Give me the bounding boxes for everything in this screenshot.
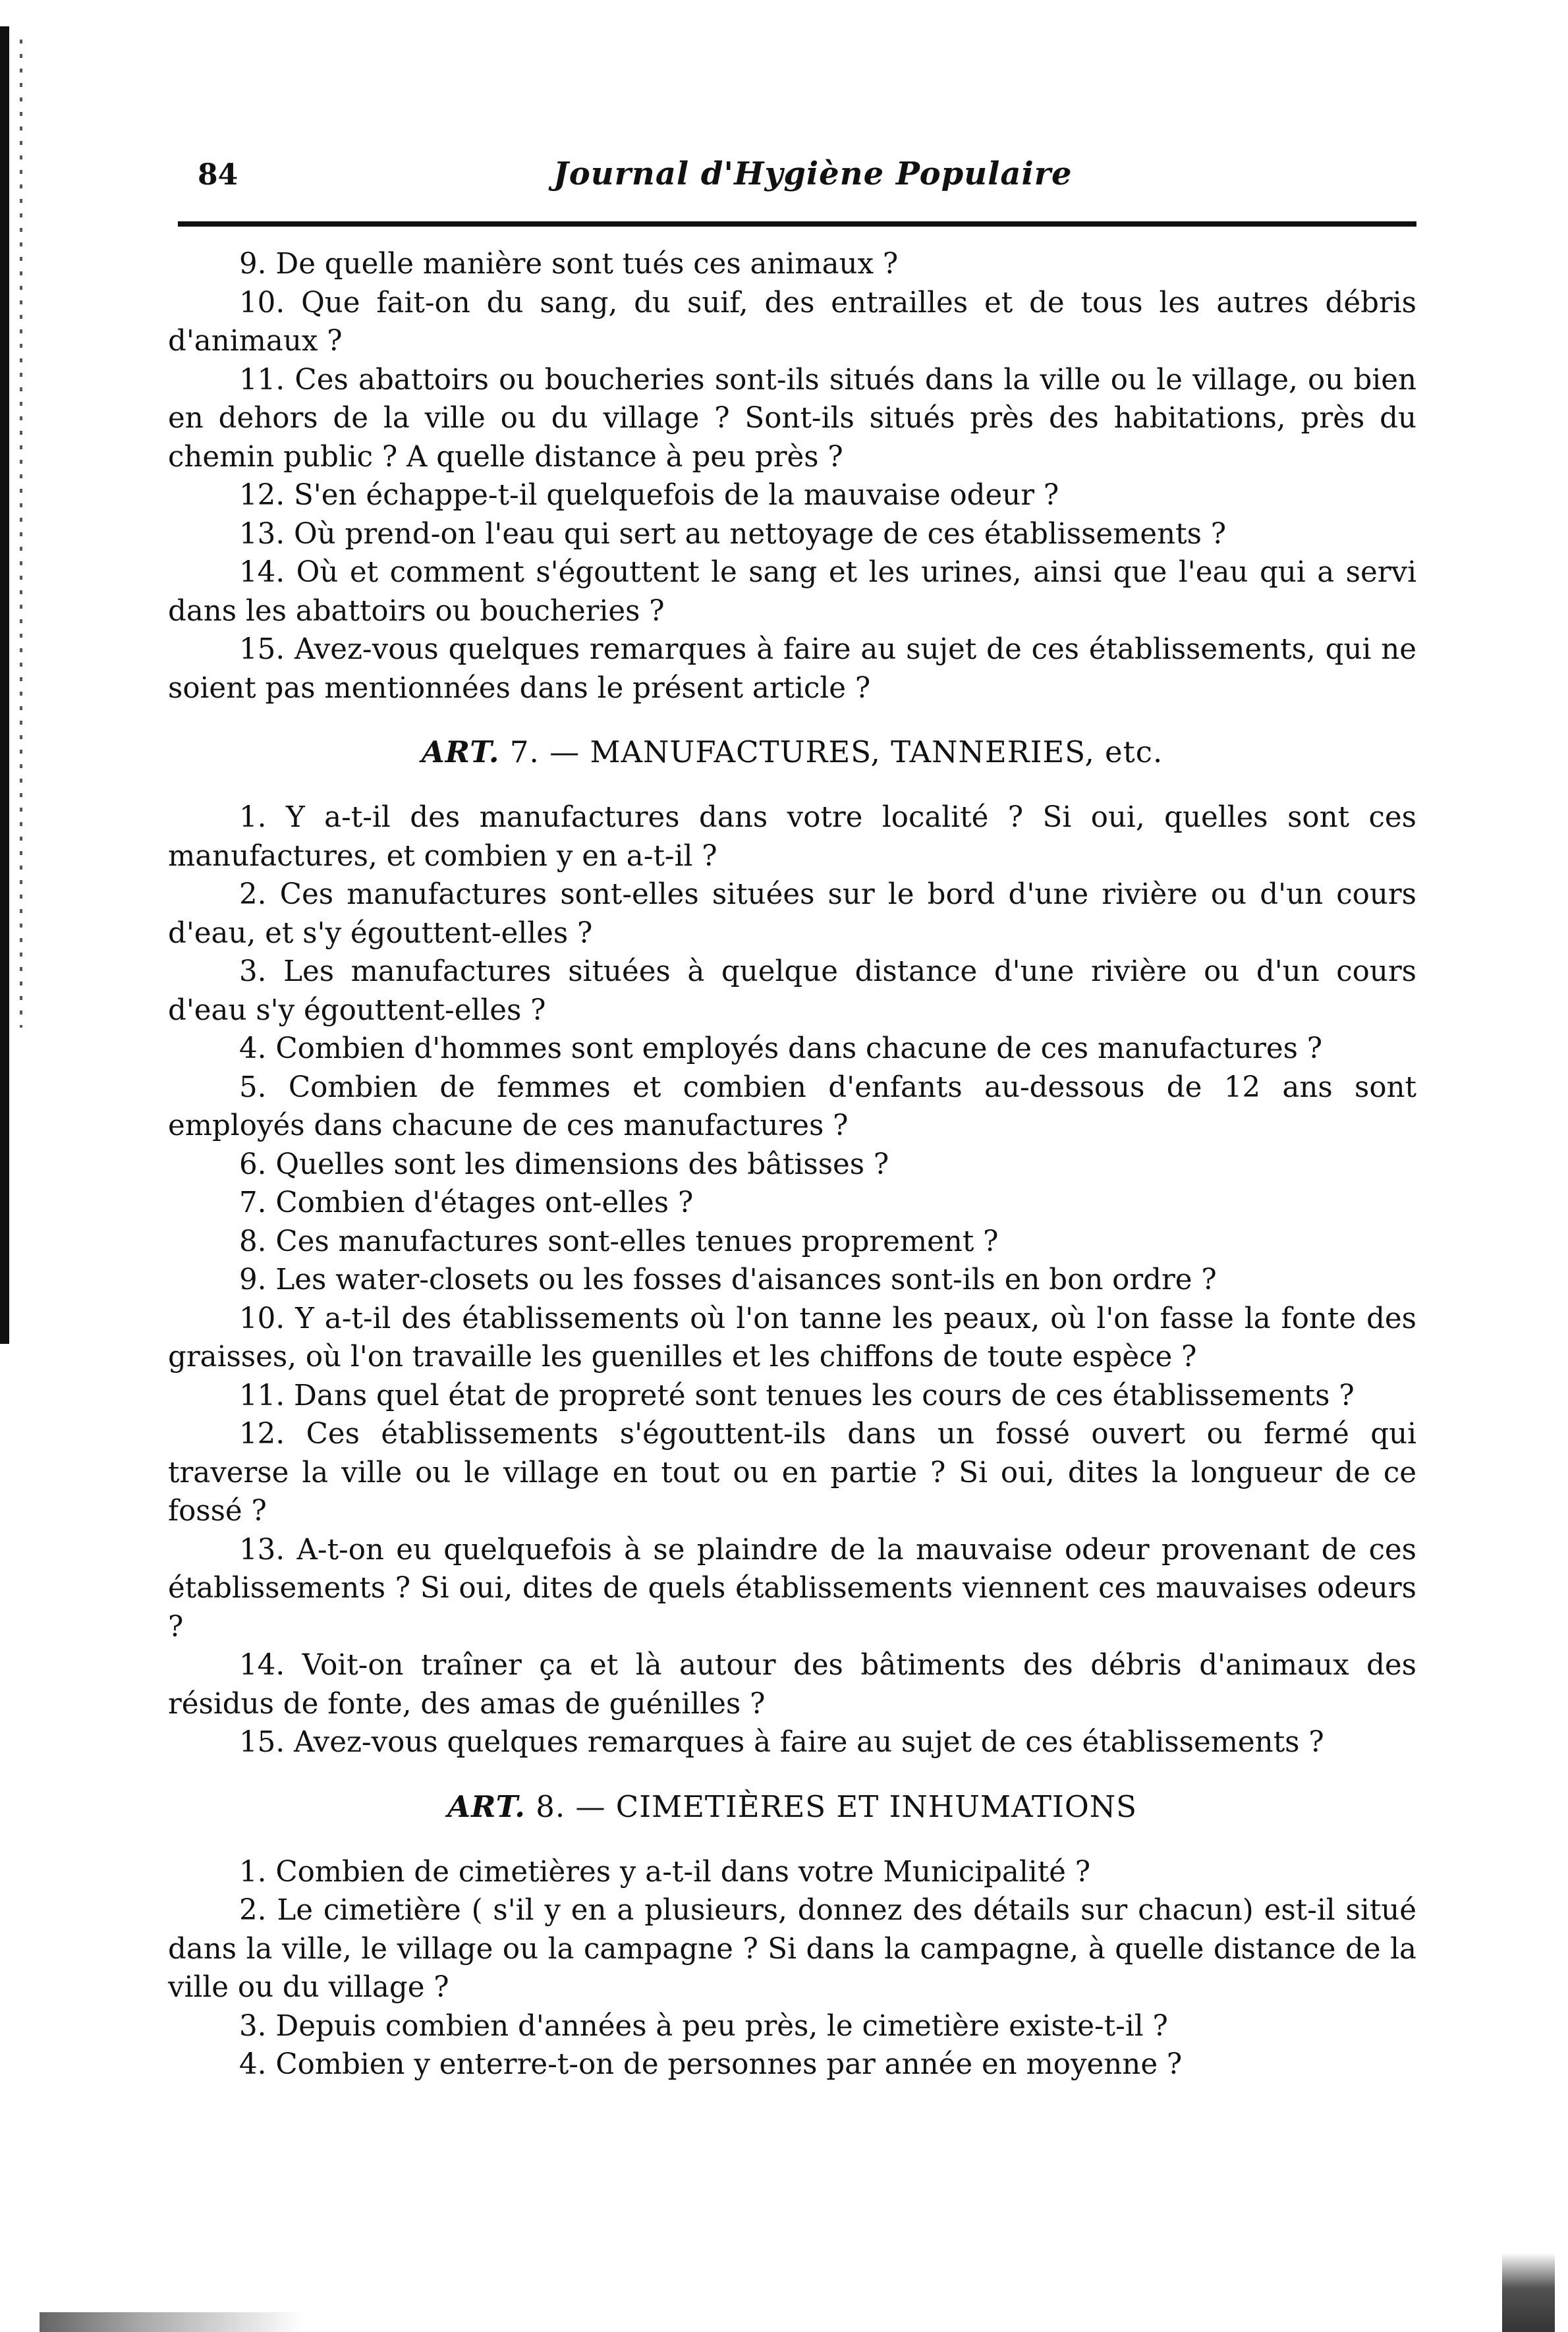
art8-title: 8. — CIMETIÈRES ET INHUMATIONS [536, 1789, 1137, 1824]
question-item: 15. Avez-vous quelques remarques à faire au sujet de ces établissements ? [239, 1726, 1324, 1759]
art8-label: ART. [447, 1789, 526, 1824]
question-item: 15. Avez-vous quelques remarques à faire au sujet de ces établissements, qui ne soient pas mentionnées dans le présent article ? [168, 633, 1416, 705]
page-body [168, 245, 1416, 2084]
question-item: 10. Y a-t-il des établissements où l'on tanne les peaux, où l'on fasse la fonte des graisses, où l'on travaille les guenilles et les chiffons de toute espèce ? [168, 1302, 1416, 1374]
question-item: 6. Quelles sont les dimensions des bâtisses ? [239, 1148, 889, 1181]
question-item: 10. Que fait-on du sang, du suif, des entrailles et de tous les autres débris d'animaux ? [168, 286, 1416, 358]
header-rule [178, 221, 1416, 227]
question-item: 14. Voit-on traîner ça et là autour des bâtiments des débris d'animaux des résidus de fonte, des amas de guénilles ? [168, 1649, 1416, 1721]
scan-bottom-artifact [40, 2312, 303, 2332]
question-item: 2. Le cimetière ( s'il y en a plusieurs, donnez des détails sur chacun) est-il situé dans la ville, le village ou la campagne ? Si dans la campagne, à quelle distance de la ville ou du village ? [168, 1894, 1416, 2004]
scan-margin-dots [20, 40, 22, 1028]
question-item: 8. Ces manufactures sont-elles tenues proprement ? [239, 1225, 999, 1258]
question-item: 13. A-t-on eu quelquefois à se plaindre de la mauvaise odeur provenant de ces établissements ? Si oui, dites de quels établissements viennent ces mauvaises odeurs ? [168, 1533, 1416, 1644]
section-6-continued [168, 245, 1416, 708]
art7-title: 7. — MANUFACTURES, TANNERIES, etc. [509, 735, 1163, 769]
question-item: 1. Combien de cimetières y a-t-il dans votre Municipalité ? [239, 1855, 1091, 1889]
art8-heading [168, 1787, 1416, 1827]
question-item: 9. De quelle manière sont tués ces animaux ? [239, 248, 899, 281]
scan-corner-artifact [1502, 2253, 1555, 2332]
page-number: 84 [198, 158, 238, 192]
question-item: 12. S'en échappe-t-il quelquefois de la mauvaise odeur ? [239, 479, 1059, 512]
question-item: 9. Les water-closets ou les fosses d'aisances sont-ils en bon ordre ? [239, 1263, 1217, 1296]
question-item: 13. Où prend-on l'eau qui sert au nettoyage de ces établissements ? [239, 517, 1227, 551]
question-item: 4. Combien d'hommes sont employés dans chacune de ces manufactures ? [239, 1032, 1323, 1065]
question-item: 7. Combien d'étages ont-elles ? [239, 1186, 694, 1219]
question-item: 2. Ces manufactures sont-elles situées sur le bord d'une rivière ou d'un cours d'eau, et s'y égouttent-elles ? [168, 878, 1416, 950]
art7-heading [168, 733, 1416, 772]
question-item: 12. Ces établissements s'égouttent-ils dans un fossé ouvert ou fermé qui traverse la ville ou le village en tout ou en partie ? Si oui, dites la longueur de ce fossé ? [168, 1418, 1416, 1528]
question-item: 1. Y a-t-il des manufactures dans votre localité ? Si oui, quelles sont ces manufactures, et combien y en a-t-il ? [168, 801, 1416, 873]
art8-items [168, 1853, 1416, 2084]
question-item: 3. Depuis combien d'années à peu près, le cimetière existe-t-il ? [239, 2009, 1168, 2043]
art7-items [168, 798, 1416, 1762]
question-item: 4. Combien y enterre-t-on de personnes par année en moyenne ? [239, 2048, 1183, 2081]
question-item: 11. Dans quel état de propreté sont tenues les cours de ces établissements ? [239, 1379, 1355, 1412]
running-title: Journal d'Hygiène Populaire [553, 155, 1073, 192]
page-header [198, 150, 1410, 209]
scan-binding-edge [0, 26, 9, 1344]
question-item: 5. Combien de femmes et combien d'enfants au-dessous de 12 ans sont employés dans chacune de ces manufactures ? [168, 1070, 1416, 1142]
art7-label: ART. [421, 735, 500, 769]
question-item: 11. Ces abattoirs ou boucheries sont-ils situés dans la ville ou le village, ou bien en dehors de la ville ou du village ? Sont-ils situés près des habitations, près du chemin public ? A quelle distance à peu près ? [168, 363, 1416, 474]
question-item: 14. Où et comment s'égouttent le sang et les urines, ainsi que l'eau qui a servi dans les abattoirs ou boucheries ? [168, 556, 1416, 628]
question-item: 3. Les manufactures situées à quelque distance d'une rivière ou d'un cours d'eau s'y égouttent-elles ? [168, 955, 1416, 1027]
